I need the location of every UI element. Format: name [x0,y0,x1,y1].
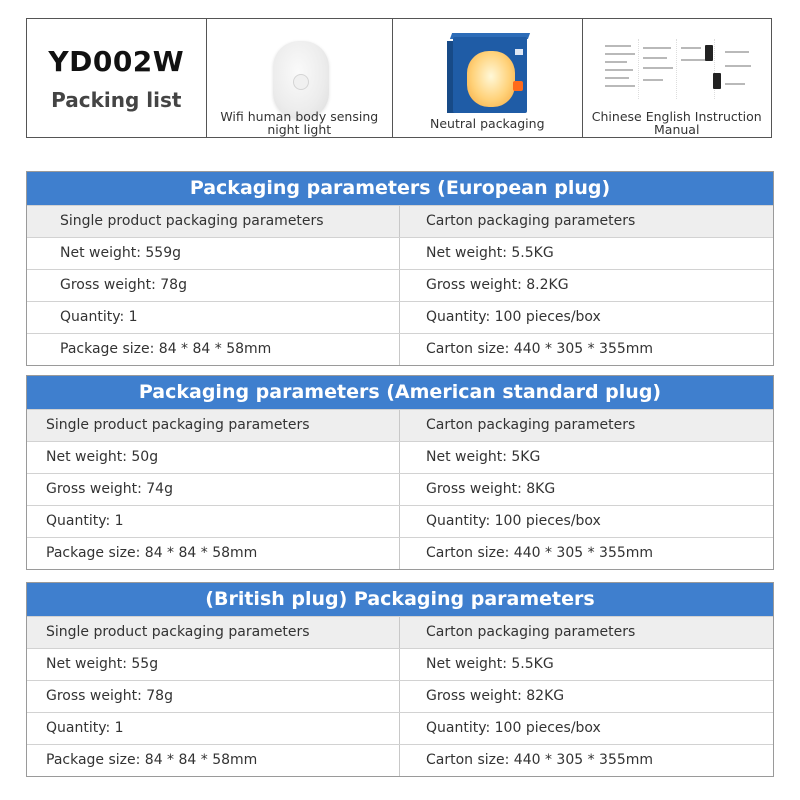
cell-single: Package size: 84 * 84 * 58mm [27,538,400,569]
product-box-image [393,19,581,111]
packing-item-night-light [207,19,394,137]
cell-carton: Gross weight: 82KG [426,688,565,704]
table-row [27,744,773,776]
cell-carton: Carton size: 440 * 305 * 355mm [426,545,654,561]
night-light-image [207,19,393,111]
table-title: (British plug) Packaging parameters [27,583,773,616]
table-row [27,441,773,473]
cell-single: Quantity: 1 [27,302,400,333]
cell-carton: Gross weight: 8.2KG [426,277,569,293]
header-carton: Carton packaging parameters [426,213,636,229]
packing-list [26,18,772,138]
header-carton: Carton packaging parameters [426,417,636,433]
table-row [27,301,773,333]
cell-single: Gross weight: 78g [27,270,400,301]
cell-single: Gross weight: 74g [27,474,400,505]
packing-item-caption: Wifi human body sensing night light [220,109,379,137]
cell-single: Package size: 84 * 84 * 58mm [27,745,400,776]
header-single-product: Single product packaging parameters [27,206,400,237]
cell-carton: Carton size: 440 * 305 * 355mm [426,752,654,768]
table-title: Packaging parameters (American standard plug) [27,376,773,409]
table-row [27,712,773,744]
cell-carton: Gross weight: 8KG [426,481,556,497]
cell-carton: Quantity: 100 pieces/box [426,513,601,529]
header-single-product: Single product packaging parameters [27,410,400,441]
instruction-manual-image [583,19,771,111]
header-carton: Carton packaging parameters [426,624,636,640]
table-row [27,237,773,269]
table-row [27,648,773,680]
cell-carton: Quantity: 100 pieces/box [426,720,601,736]
model-cell [27,19,207,137]
cell-carton: Net weight: 5KG [426,449,541,465]
table-european-plug [26,171,774,366]
model-number: YD002W [48,44,185,78]
cell-single: Net weight: 50g [27,442,400,473]
table-title: Packaging parameters (European plug) [27,172,773,205]
cell-carton: Net weight: 5.5KG [426,656,554,672]
table-row [27,537,773,569]
cell-single: Quantity: 1 [27,506,400,537]
packing-item-packaging [393,19,582,137]
cell-single: Net weight: 559g [27,238,400,269]
cell-carton: Net weight: 5.5KG [426,245,554,261]
table-row [27,269,773,301]
header-single-product: Single product packaging parameters [27,617,400,648]
packing-item-manual [583,19,771,137]
table-row [27,333,773,365]
table-row [27,505,773,537]
table-header-row [27,409,773,441]
packing-item-caption: Chinese English Instruction Manual [591,109,762,137]
table-british-plug [26,582,774,777]
cell-single: Quantity: 1 [27,713,400,744]
cell-single: Gross weight: 78g [27,681,400,712]
cell-single: Net weight: 55g [27,649,400,680]
table-american-plug [26,375,774,570]
packing-item-caption: Neutral packaging [429,116,545,131]
cell-single: Package size: 84 * 84 * 58mm [27,334,400,365]
table-header-row [27,205,773,237]
table-row [27,680,773,712]
packing-list-title: Packing list [51,87,182,112]
cell-carton: Quantity: 100 pieces/box [426,309,601,325]
cell-carton: Carton size: 440 * 305 * 355mm [426,341,654,357]
table-header-row [27,616,773,648]
table-row [27,473,773,505]
